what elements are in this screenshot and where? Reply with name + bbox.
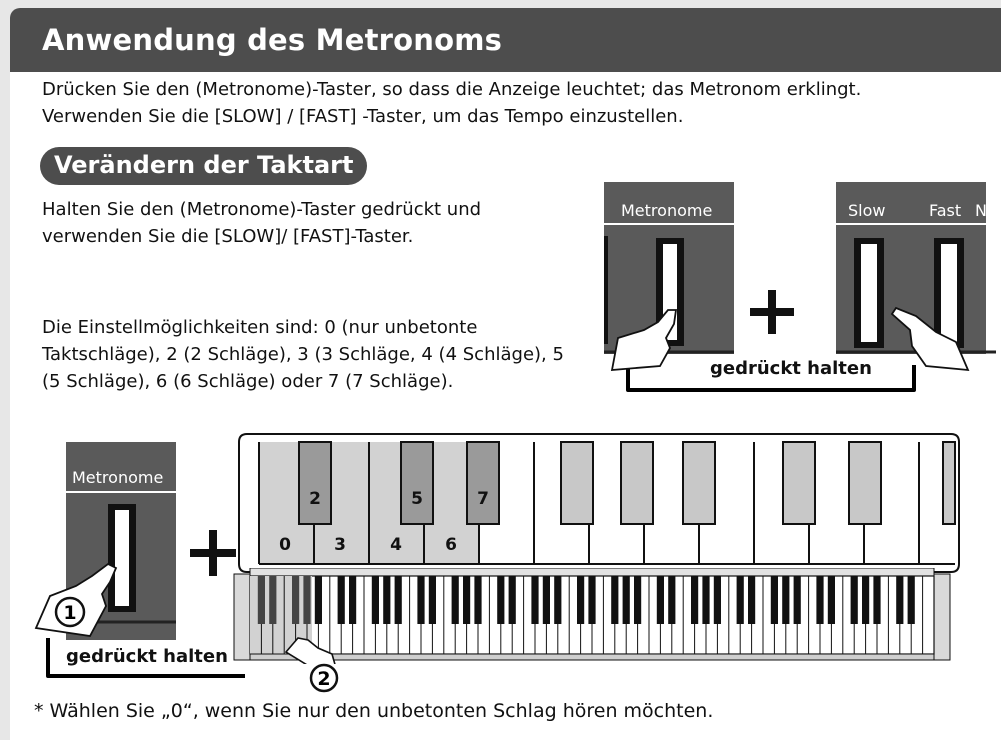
header-bar — [10, 8, 1001, 72]
black-key — [896, 576, 903, 624]
black-key — [623, 576, 630, 624]
black-key — [417, 576, 424, 624]
black-key — [269, 576, 276, 624]
key-label-0: 0 — [279, 535, 291, 555]
section-title: Verändern der Taktart — [40, 147, 367, 185]
options-line-1: Die Einstellmöglichkeiten sind: 0 (nur unbetonte — [42, 317, 478, 338]
black-key — [657, 576, 664, 624]
key-label-5: 5 — [411, 489, 423, 509]
black-key — [463, 576, 470, 624]
black-key — [474, 576, 481, 624]
black-key — [816, 576, 823, 624]
black-key — [691, 576, 698, 624]
options-line-2: Taktschläge), 2 (2 Schläge), 3 (3 Schläge, 4 (4 Schläge), 5 — [42, 344, 564, 365]
zoomed-keyboard-callout — [237, 432, 963, 590]
hold-instruction-line-1: Halten Sie den (Metronome)-Taster gedrückt und — [42, 199, 482, 220]
black-key — [748, 576, 755, 624]
metronome-label-bottom: Metronome — [72, 468, 164, 487]
black-key — [383, 576, 390, 624]
black-key — [873, 576, 880, 624]
black-key — [497, 576, 504, 624]
black-key — [543, 576, 550, 624]
black-key — [338, 576, 345, 624]
fragment-label-left: t — [597, 201, 604, 220]
slow-label: Slow — [848, 201, 886, 220]
black-key — [702, 576, 709, 624]
black-key — [452, 576, 459, 624]
page-title: Anwendung des Metronoms — [42, 23, 503, 57]
black-key — [349, 576, 356, 624]
black-key — [737, 576, 744, 624]
black-key — [714, 576, 721, 624]
black-key — [315, 576, 322, 624]
black-key — [577, 576, 584, 624]
key-label-6: 6 — [445, 535, 457, 555]
black-key — [372, 576, 379, 624]
black-key — [509, 576, 516, 624]
black-key — [531, 576, 538, 624]
fragment-label-right: N — [975, 201, 987, 220]
black-key — [862, 576, 869, 624]
black-key — [794, 576, 801, 624]
black-key — [668, 576, 675, 624]
black-key — [634, 576, 641, 624]
black-key — [828, 576, 835, 624]
black-key — [771, 576, 778, 624]
black-key — [292, 576, 299, 624]
black-key — [554, 576, 561, 624]
black-key — [782, 576, 789, 624]
black-key — [429, 576, 436, 624]
plus-sign-icon — [190, 530, 236, 576]
piano-keyboard — [232, 568, 952, 664]
options-line-3: (5 Schläge), 6 (6 Schläge) oder 7 (7 Schläge). — [42, 371, 454, 392]
key-label-7: 7 — [477, 489, 489, 509]
key-label-2: 2 — [309, 489, 321, 509]
black-key — [395, 576, 402, 624]
fast-label: Fast — [929, 201, 962, 220]
intro-line-2: Verwenden Sie die [SLOW] / [FAST] -Taster, um das Tempo einzustellen. — [42, 106, 684, 127]
black-key — [908, 576, 915, 624]
metronome-label-top: Metronome — [621, 201, 713, 220]
hold-instruction-line-2: verwenden Sie die [SLOW]/ [FAST]-Taster. — [42, 226, 414, 247]
key-label-3: 3 — [334, 535, 346, 555]
black-key — [611, 576, 618, 624]
hold-label-bottom: gedrückt halten — [66, 646, 228, 667]
black-key — [303, 576, 310, 624]
intro-line-1: Drücken Sie den (Metronome)-Taster, so dass die Anzeige leuchtet; das Metronom erklingt. — [42, 79, 862, 100]
black-key — [258, 576, 265, 624]
black-key — [588, 576, 595, 624]
hold-label-top: gedrückt halten — [706, 358, 876, 379]
black-key — [851, 576, 858, 624]
key-label-4: 4 — [390, 535, 402, 555]
step-1-number: 1 — [63, 602, 77, 624]
footnote: * Wählen Sie „0“, wenn Sie nur den unbetonten Schlag hören möchten. — [34, 700, 714, 722]
step-2-badge — [308, 662, 340, 694]
step-2-number: 2 — [317, 668, 331, 690]
